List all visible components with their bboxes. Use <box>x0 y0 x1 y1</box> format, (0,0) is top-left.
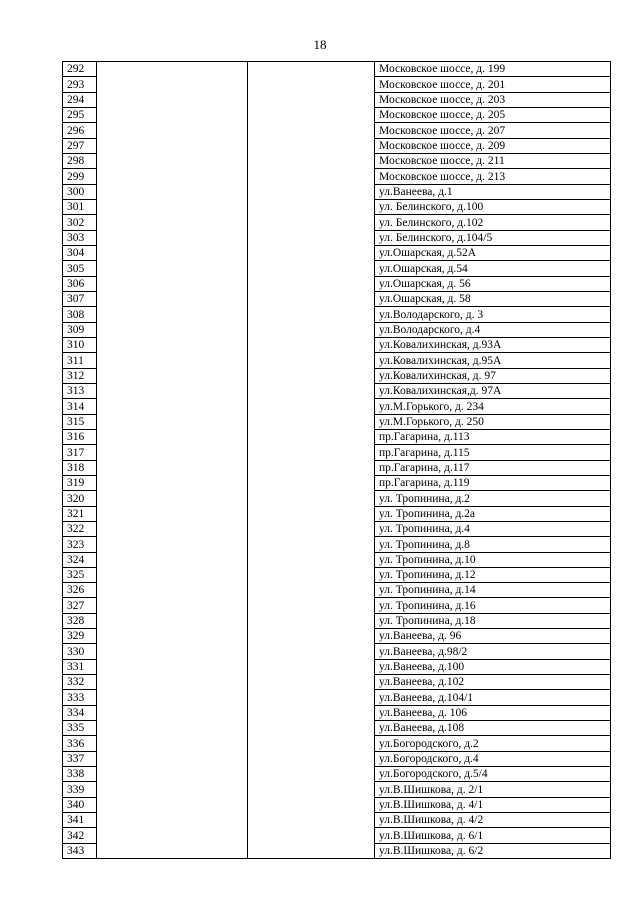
empty-cell <box>97 92 248 107</box>
page-number: 18 <box>313 37 327 52</box>
address-table-body <box>63 62 611 859</box>
table-row <box>63 414 611 429</box>
empty-cell <box>97 261 248 276</box>
empty-cell <box>97 215 248 230</box>
address-cell: ул.Ковалихинская, д.95А <box>375 353 611 368</box>
table-row <box>63 797 611 812</box>
row-number-cell: 326 <box>63 583 97 598</box>
row-number-cell: 335 <box>63 721 97 736</box>
address-cell: пр.Гагарина, д.119 <box>375 475 611 490</box>
address-cell: Московское шоссе, д. 207 <box>375 123 611 138</box>
empty-cell <box>97 644 248 659</box>
table-row <box>63 261 611 276</box>
row-number-cell: 308 <box>63 307 97 322</box>
address-cell: ул.Богородского, д.4 <box>375 751 611 766</box>
row-number-cell: 332 <box>63 675 97 690</box>
table-row <box>63 445 611 460</box>
table-row <box>63 843 611 858</box>
address-cell: ул. Тропинина, д.12 <box>375 567 611 582</box>
empty-cell <box>97 767 248 782</box>
empty-cell <box>248 797 375 812</box>
empty-cell <box>97 537 248 552</box>
empty-cell <box>248 475 375 490</box>
row-number-cell: 325 <box>63 567 97 582</box>
address-cell: ул.Богородского, д.5/4 <box>375 767 611 782</box>
empty-cell <box>97 475 248 490</box>
address-cell: ул.В.Шишкова, д. 6/2 <box>375 843 611 858</box>
address-cell: ул.Ванеева, д. 106 <box>375 705 611 720</box>
empty-cell <box>97 399 248 414</box>
address-cell: ул.В.Шишкова, д. 2/1 <box>375 782 611 797</box>
table-row <box>63 675 611 690</box>
empty-cell <box>97 751 248 766</box>
address-cell: ул. Тропинина, д.2а <box>375 506 611 521</box>
table-row <box>63 184 611 199</box>
address-cell: ул.М.Горького, д. 250 <box>375 414 611 429</box>
empty-cell <box>97 383 248 398</box>
table-row <box>63 245 611 260</box>
empty-cell <box>97 307 248 322</box>
empty-cell <box>248 414 375 429</box>
row-number-cell: 341 <box>63 813 97 828</box>
address-cell: ул.В.Шишкова, д. 4/2 <box>375 813 611 828</box>
address-cell: ул.В.Шишкова, д. 4/1 <box>375 797 611 812</box>
empty-cell <box>248 169 375 184</box>
empty-cell <box>248 184 375 199</box>
table-row <box>63 169 611 184</box>
empty-cell <box>248 721 375 736</box>
table-row <box>63 659 611 674</box>
empty-cell <box>97 613 248 628</box>
row-number-cell: 297 <box>63 138 97 153</box>
table-row <box>63 721 611 736</box>
empty-cell <box>97 153 248 168</box>
empty-cell <box>248 353 375 368</box>
address-cell: ул. Тропинина, д.16 <box>375 598 611 613</box>
empty-cell <box>97 353 248 368</box>
row-number-cell: 301 <box>63 199 97 214</box>
empty-cell <box>248 399 375 414</box>
row-number-cell: 310 <box>63 337 97 352</box>
table-row <box>63 215 611 230</box>
table-row <box>63 705 611 720</box>
empty-cell <box>248 613 375 628</box>
empty-cell <box>97 813 248 828</box>
empty-cell <box>97 721 248 736</box>
row-number-cell: 322 <box>63 521 97 536</box>
row-number-cell: 329 <box>63 629 97 644</box>
row-number-cell: 339 <box>63 782 97 797</box>
empty-cell <box>248 782 375 797</box>
address-cell: ул.Ошарская, д. 56 <box>375 276 611 291</box>
table-row <box>63 153 611 168</box>
empty-cell <box>248 629 375 644</box>
table-row <box>63 138 611 153</box>
table-row <box>63 429 611 444</box>
table-row <box>63 337 611 352</box>
table-row <box>63 828 611 843</box>
address-cell: ул. Белинского, д.104/5 <box>375 230 611 245</box>
row-number-cell: 334 <box>63 705 97 720</box>
empty-cell <box>97 62 248 77</box>
row-number-cell: 324 <box>63 552 97 567</box>
row-number-cell: 337 <box>63 751 97 766</box>
empty-cell <box>248 92 375 107</box>
table-row <box>63 62 611 77</box>
empty-cell <box>248 491 375 506</box>
empty-cell <box>97 782 248 797</box>
empty-cell <box>248 552 375 567</box>
table-row <box>63 276 611 291</box>
row-number-cell: 305 <box>63 261 97 276</box>
address-cell: ул.Ванеева, д.98/2 <box>375 644 611 659</box>
address-cell: ул.Володарского, д. 3 <box>375 307 611 322</box>
empty-cell <box>248 230 375 245</box>
row-number-cell: 293 <box>63 77 97 92</box>
table-row <box>63 383 611 398</box>
empty-cell <box>248 675 375 690</box>
empty-cell <box>248 107 375 122</box>
row-number-cell: 300 <box>63 184 97 199</box>
row-number-cell: 296 <box>63 123 97 138</box>
empty-cell <box>97 659 248 674</box>
empty-cell <box>97 552 248 567</box>
empty-cell <box>97 797 248 812</box>
row-number-cell: 319 <box>63 475 97 490</box>
row-number-cell: 316 <box>63 429 97 444</box>
address-cell: ул.Богородского, д.2 <box>375 736 611 751</box>
empty-cell <box>248 736 375 751</box>
empty-cell <box>248 659 375 674</box>
address-cell: ул. Тропинина, д.18 <box>375 613 611 628</box>
row-number-cell: 294 <box>63 92 97 107</box>
table-row <box>63 475 611 490</box>
table-row <box>63 77 611 92</box>
empty-cell <box>248 445 375 460</box>
empty-cell <box>97 843 248 858</box>
empty-cell <box>97 322 248 337</box>
empty-cell <box>248 690 375 705</box>
row-number-cell: 307 <box>63 291 97 306</box>
table-row <box>63 583 611 598</box>
row-number-cell: 317 <box>63 445 97 460</box>
table-row <box>63 107 611 122</box>
address-cell: ул. Тропинина, д.8 <box>375 537 611 552</box>
address-cell: Московское шоссе, д. 199 <box>375 62 611 77</box>
empty-cell <box>248 337 375 352</box>
empty-cell <box>248 276 375 291</box>
address-cell: ул.Ванеева, д.102 <box>375 675 611 690</box>
empty-cell <box>248 215 375 230</box>
table-row <box>63 322 611 337</box>
row-number-cell: 320 <box>63 491 97 506</box>
table-row <box>63 690 611 705</box>
table-row <box>63 736 611 751</box>
empty-cell <box>248 368 375 383</box>
address-cell: ул. Тропинина, д.4 <box>375 521 611 536</box>
row-number-cell: 328 <box>63 613 97 628</box>
empty-cell <box>97 690 248 705</box>
empty-cell <box>248 506 375 521</box>
row-number-cell: 298 <box>63 153 97 168</box>
empty-cell <box>248 429 375 444</box>
table-row <box>63 567 611 582</box>
row-number-cell: 331 <box>63 659 97 674</box>
empty-cell <box>248 813 375 828</box>
empty-cell <box>97 429 248 444</box>
row-number-cell: 303 <box>63 230 97 245</box>
empty-cell <box>97 598 248 613</box>
address-cell: ул.М.Горького, д. 234 <box>375 399 611 414</box>
row-number-cell: 313 <box>63 383 97 398</box>
address-cell: пр.Гагарина, д.117 <box>375 460 611 475</box>
empty-cell <box>97 705 248 720</box>
empty-cell <box>97 567 248 582</box>
empty-cell <box>248 644 375 659</box>
empty-cell <box>97 337 248 352</box>
table-row <box>63 92 611 107</box>
address-cell: ул. Белинского, д.102 <box>375 215 611 230</box>
empty-cell <box>248 537 375 552</box>
table-row <box>63 629 611 644</box>
address-cell: ул.В.Шишкова, д. 6/1 <box>375 828 611 843</box>
row-number-cell: 336 <box>63 736 97 751</box>
row-number-cell: 338 <box>63 767 97 782</box>
empty-cell <box>248 767 375 782</box>
table-row <box>63 291 611 306</box>
empty-cell <box>248 322 375 337</box>
table-row <box>63 598 611 613</box>
address-cell: ул.Ванеева, д.108 <box>375 721 611 736</box>
address-cell: Московское шоссе, д. 203 <box>375 92 611 107</box>
table-row <box>63 552 611 567</box>
empty-cell <box>248 77 375 92</box>
row-number-cell: 295 <box>63 107 97 122</box>
table-row <box>63 521 611 536</box>
address-cell: ул.Ванеева, д.100 <box>375 659 611 674</box>
empty-cell <box>97 368 248 383</box>
empty-cell <box>248 153 375 168</box>
row-number-cell: 292 <box>63 62 97 77</box>
row-number-cell: 340 <box>63 797 97 812</box>
empty-cell <box>248 383 375 398</box>
address-cell: ул.Ванеева, д. 96 <box>375 629 611 644</box>
row-number-cell: 312 <box>63 368 97 383</box>
empty-cell <box>97 276 248 291</box>
address-cell: Московское шоссе, д. 211 <box>375 153 611 168</box>
row-number-cell: 343 <box>63 843 97 858</box>
address-cell: ул.Ошарская, д.52А <box>375 245 611 260</box>
row-number-cell: 304 <box>63 245 97 260</box>
empty-cell <box>97 506 248 521</box>
empty-cell <box>248 62 375 77</box>
empty-cell <box>97 77 248 92</box>
empty-cell <box>248 261 375 276</box>
empty-cell <box>248 123 375 138</box>
empty-cell <box>97 629 248 644</box>
address-cell: ул.Ковалихинская, д.93А <box>375 337 611 352</box>
table-row <box>63 613 611 628</box>
row-number-cell: 314 <box>63 399 97 414</box>
empty-cell <box>248 291 375 306</box>
empty-cell <box>97 445 248 460</box>
empty-cell <box>97 828 248 843</box>
address-cell: Московское шоссе, д. 205 <box>375 107 611 122</box>
row-number-cell: 299 <box>63 169 97 184</box>
row-number-cell: 333 <box>63 690 97 705</box>
row-number-cell: 302 <box>63 215 97 230</box>
empty-cell <box>97 230 248 245</box>
empty-cell <box>97 107 248 122</box>
row-number-cell: 315 <box>63 414 97 429</box>
row-number-cell: 330 <box>63 644 97 659</box>
address-cell: Московское шоссе, д. 213 <box>375 169 611 184</box>
address-cell: ул.Ошарская, д.54 <box>375 261 611 276</box>
empty-cell <box>97 521 248 536</box>
empty-cell <box>97 123 248 138</box>
row-number-cell: 318 <box>63 460 97 475</box>
row-number-cell: 309 <box>63 322 97 337</box>
empty-cell <box>97 184 248 199</box>
empty-cell <box>97 414 248 429</box>
address-cell: ул.Ванеева, д.104/1 <box>375 690 611 705</box>
empty-cell <box>248 751 375 766</box>
row-number-cell: 306 <box>63 276 97 291</box>
empty-cell <box>97 245 248 260</box>
table-row <box>63 767 611 782</box>
table-row <box>63 537 611 552</box>
table-row <box>63 751 611 766</box>
table-row <box>63 506 611 521</box>
empty-cell <box>248 245 375 260</box>
address-cell: ул.Ковалихинская, д. 97 <box>375 368 611 383</box>
empty-cell <box>97 460 248 475</box>
address-cell: ул. Белинского, д.100 <box>375 199 611 214</box>
empty-cell <box>248 138 375 153</box>
empty-cell <box>97 138 248 153</box>
address-cell: ул.Володарского, д.4 <box>375 322 611 337</box>
table-row <box>63 230 611 245</box>
empty-cell <box>97 491 248 506</box>
empty-cell <box>248 521 375 536</box>
address-cell: ул.Ванеева, д.1 <box>375 184 611 199</box>
table-row <box>63 460 611 475</box>
empty-cell <box>97 736 248 751</box>
row-number-cell: 323 <box>63 537 97 552</box>
table-row <box>63 782 611 797</box>
empty-cell <box>97 675 248 690</box>
address-table <box>62 61 611 859</box>
empty-cell <box>248 583 375 598</box>
empty-cell <box>97 291 248 306</box>
row-number-cell: 342 <box>63 828 97 843</box>
table-row <box>63 199 611 214</box>
address-cell: ул. Тропинина, д.14 <box>375 583 611 598</box>
table-row <box>63 123 611 138</box>
row-number-cell: 321 <box>63 506 97 521</box>
row-number-cell: 327 <box>63 598 97 613</box>
table-row <box>63 399 611 414</box>
empty-cell <box>248 705 375 720</box>
table-row <box>63 353 611 368</box>
table-row <box>63 491 611 506</box>
empty-cell <box>97 169 248 184</box>
empty-cell <box>248 307 375 322</box>
empty-cell <box>248 828 375 843</box>
address-cell: ул.Ковалихинская,д. 97А <box>375 383 611 398</box>
table-row <box>63 813 611 828</box>
empty-cell <box>97 583 248 598</box>
address-cell: Московское шоссе, д. 209 <box>375 138 611 153</box>
address-cell: ул. Тропинина, д.10 <box>375 552 611 567</box>
table-row <box>63 644 611 659</box>
empty-cell <box>248 598 375 613</box>
row-number-cell: 311 <box>63 353 97 368</box>
address-cell: Московское шоссе, д. 201 <box>375 77 611 92</box>
empty-cell <box>248 460 375 475</box>
address-cell: пр.Гагарина, д.113 <box>375 429 611 444</box>
table-row <box>63 368 611 383</box>
empty-cell <box>248 843 375 858</box>
address-cell: ул. Тропинина, д.2 <box>375 491 611 506</box>
empty-cell <box>248 567 375 582</box>
address-cell: пр.Гагарина, д.115 <box>375 445 611 460</box>
empty-cell <box>248 199 375 214</box>
empty-cell <box>97 199 248 214</box>
table-row <box>63 307 611 322</box>
address-cell: ул.Ошарская, д. 58 <box>375 291 611 306</box>
